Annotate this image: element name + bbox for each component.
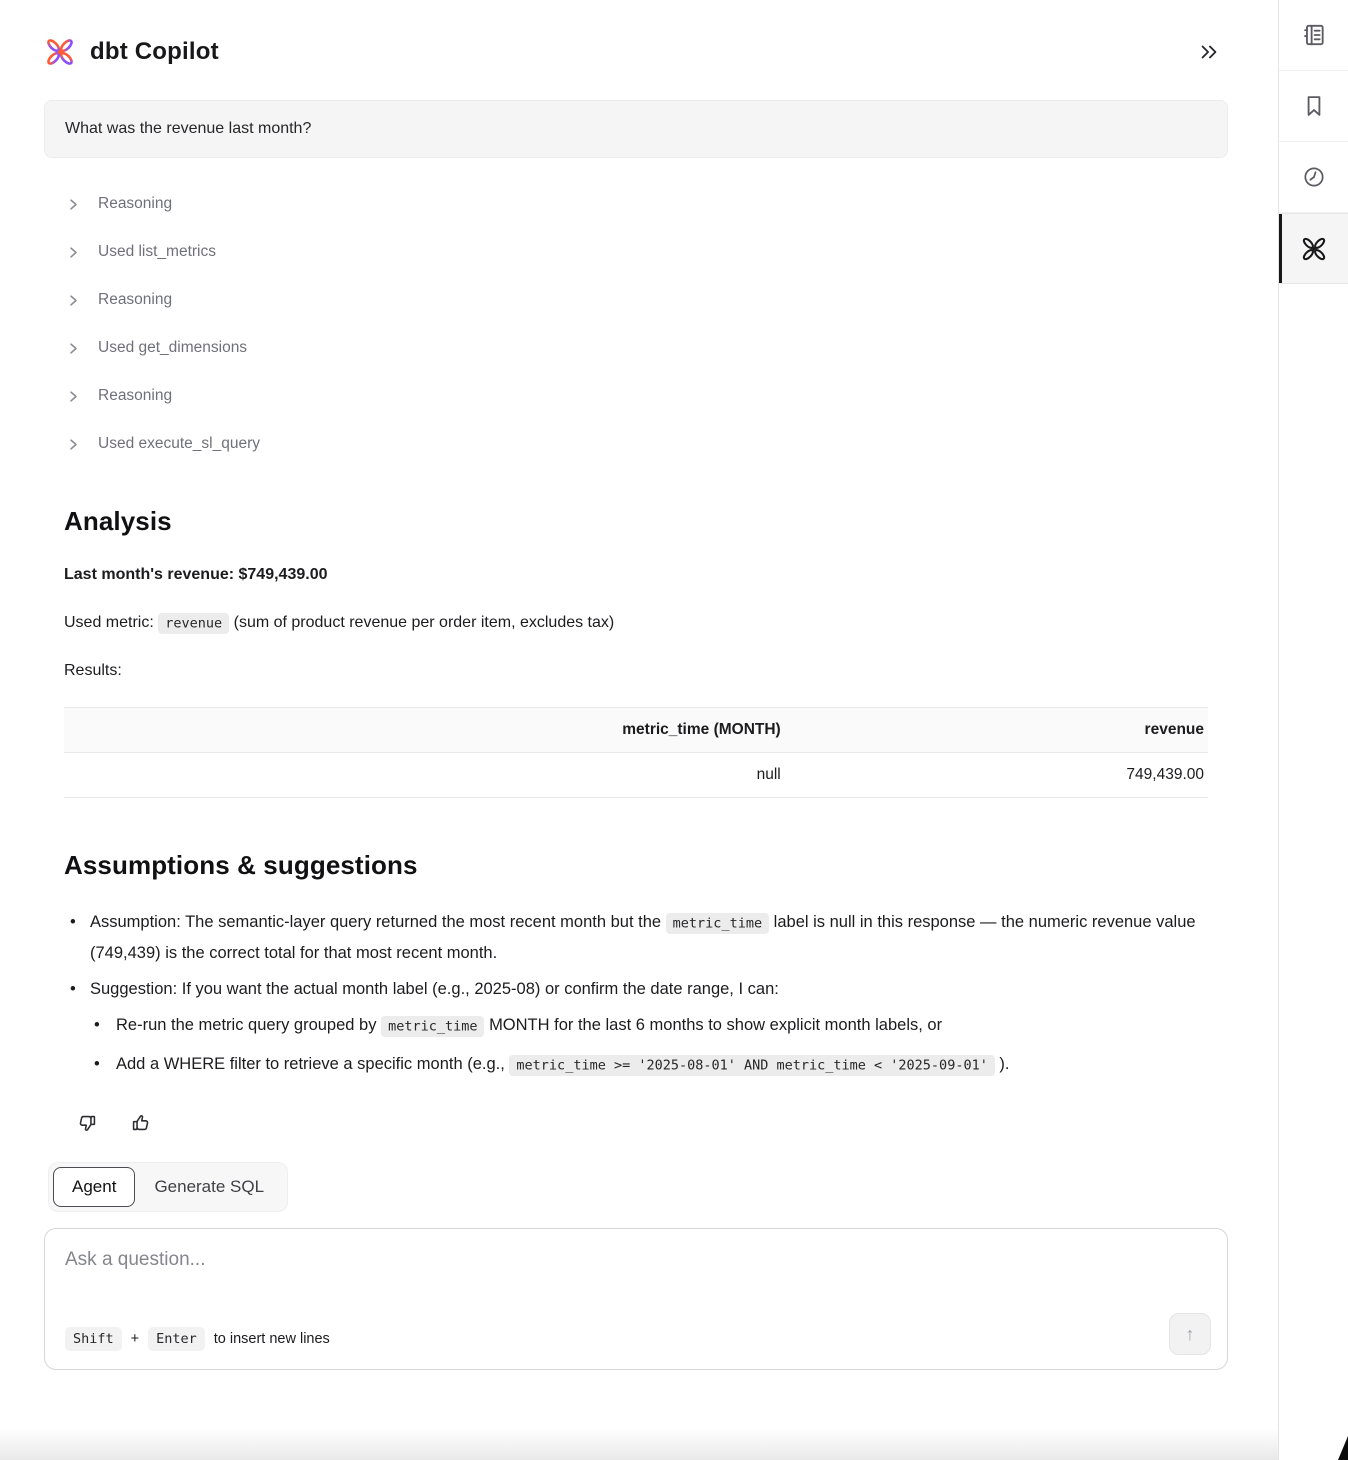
- step-label: Reasoning: [98, 387, 173, 404]
- step-reasoning-3[interactable]: [66, 372, 1228, 420]
- results-label: Results:: [64, 662, 122, 679]
- column-header-revenue: revenue: [785, 708, 1208, 753]
- column-header-metric-time: metric_time (MONTH): [64, 708, 785, 753]
- dbt-icon: [1300, 235, 1328, 263]
- step-label: Used execute_sl_query: [98, 435, 260, 452]
- agent-steps-list: [44, 180, 1228, 468]
- sidebar-item-history[interactable]: [1279, 142, 1348, 213]
- table-header-row: [64, 708, 1208, 753]
- analysis-heading: Analysis: [64, 506, 172, 536]
- arrow-up-icon: ↑: [1185, 1323, 1195, 1344]
- answer-content: [44, 506, 1228, 1136]
- keyboard-hint: [65, 1327, 1211, 1351]
- step-label: Reasoning: [98, 195, 173, 212]
- suggestion-text: Suggestion: If you want the actual month label (e.g., 2025-08) or confirm the date range, I can:: [90, 980, 779, 998]
- sidebar-spacer: [1279, 284, 1348, 1460]
- step-label: Used list_metrics: [98, 243, 216, 260]
- step-label: Reasoning: [98, 291, 173, 308]
- right-icon-sidebar: [1278, 0, 1348, 1460]
- results-table: [64, 707, 1208, 798]
- where-filter-code-chip: metric_time >= '2025-08-01' AND metric_time < '2025-09-01': [509, 1055, 994, 1076]
- page-title: dbt Copilot: [90, 38, 219, 65]
- step-reasoning-2[interactable]: [66, 276, 1228, 324]
- chevron-right-icon: [66, 245, 81, 260]
- assumption-text-post: label is null in this response — the numeric revenue value (749,439) is the correct total for that most recent month.: [90, 913, 1196, 962]
- sidebar-item-dbt-copilot[interactable]: [1279, 213, 1348, 284]
- panel-header: [44, 36, 1228, 68]
- notebook-icon: [1301, 22, 1327, 48]
- metric-name-chip: revenue: [158, 613, 229, 634]
- sub2-text-post: ).: [999, 1055, 1010, 1073]
- table-row: [64, 753, 1208, 798]
- step-used-get-dimensions[interactable]: [66, 324, 1228, 372]
- assumptions-list: [64, 907, 1208, 1080]
- history-icon: [1301, 164, 1327, 190]
- send-button[interactable]: [1169, 1313, 1211, 1355]
- double-chevron-right-icon: [1198, 41, 1220, 63]
- tab-agent[interactable]: Agent: [53, 1167, 135, 1207]
- assumptions-heading: Assumptions & suggestions: [64, 850, 418, 880]
- metric-time-chip: metric_time: [381, 1016, 484, 1037]
- sub1-text-post: MONTH for the last 6 months to show explicit month labels, or: [489, 1016, 943, 1034]
- used-metric-suffix: (sum of product revenue per order item, excludes tax): [233, 614, 615, 631]
- used-metric-prefix: Used metric:: [64, 614, 154, 631]
- collapse-panel-button[interactable]: [1194, 37, 1224, 67]
- user-question-card: [44, 100, 1228, 158]
- suggestion-sub-bullet-2: [90, 1049, 1208, 1080]
- assumption-text-pre: Assumption: The semantic-layer query returned the most recent month but the: [90, 913, 662, 931]
- step-label: Used get_dimensions: [98, 339, 248, 356]
- hint-text: to insert new lines: [213, 1331, 330, 1347]
- plus-sign: +: [130, 1331, 140, 1347]
- chevron-right-icon: [66, 197, 81, 212]
- ask-question-input[interactable]: [65, 1249, 1207, 1309]
- step-reasoning-1[interactable]: [66, 180, 1228, 228]
- chevron-right-icon: [66, 341, 81, 356]
- thumbs-down-button[interactable]: [74, 1110, 100, 1136]
- chevron-right-icon: [66, 389, 81, 404]
- used-metric-line: [64, 611, 1208, 635]
- bottom-gradient: [0, 1428, 1278, 1460]
- brand: [44, 36, 219, 68]
- cell-metric-time: null: [64, 753, 785, 798]
- mode-tabs: [48, 1162, 288, 1212]
- chevron-right-icon: [66, 293, 81, 308]
- cell-revenue: 749,439.00: [785, 753, 1208, 798]
- tab-generate-sql[interactable]: Generate SQL: [135, 1167, 283, 1207]
- feedback-bar: [74, 1110, 1208, 1136]
- thumbs-down-icon: [76, 1112, 98, 1134]
- metric-time-chip: metric_time: [666, 913, 769, 934]
- sidebar-item-bookmarks[interactable]: [1279, 71, 1348, 142]
- step-used-list-metrics[interactable]: [66, 228, 1228, 276]
- cursor-artifact: [1338, 1436, 1348, 1460]
- sidebar-item-notebook[interactable]: [1279, 0, 1348, 71]
- ask-question-box: [44, 1228, 1228, 1370]
- chevron-right-icon: [66, 437, 81, 452]
- user-question-text: What was the revenue last month?: [65, 120, 312, 137]
- suggestion-sublist: [90, 1010, 1208, 1080]
- suggestion-sub-bullet-1: [90, 1010, 1208, 1041]
- assumption-bullet: [64, 907, 1208, 968]
- bookmark-icon: [1301, 93, 1327, 119]
- shift-key-chip: Shift: [65, 1327, 122, 1351]
- thumbs-up-button[interactable]: [128, 1110, 154, 1136]
- dbt-logo-icon: [44, 36, 76, 68]
- revenue-summary-line: Last month's revenue: $749,439.00: [64, 566, 328, 583]
- step-used-execute-sl-query[interactable]: [66, 420, 1228, 468]
- sub2-text-pre: Add a WHERE filter to retrieve a specific month (e.g.,: [116, 1055, 505, 1073]
- thumbs-up-icon: [130, 1112, 152, 1134]
- suggestion-bullet: [64, 974, 1208, 1080]
- sub1-text-pre: Re-run the metric query grouped by: [116, 1016, 377, 1034]
- enter-key-chip: Enter: [148, 1327, 205, 1351]
